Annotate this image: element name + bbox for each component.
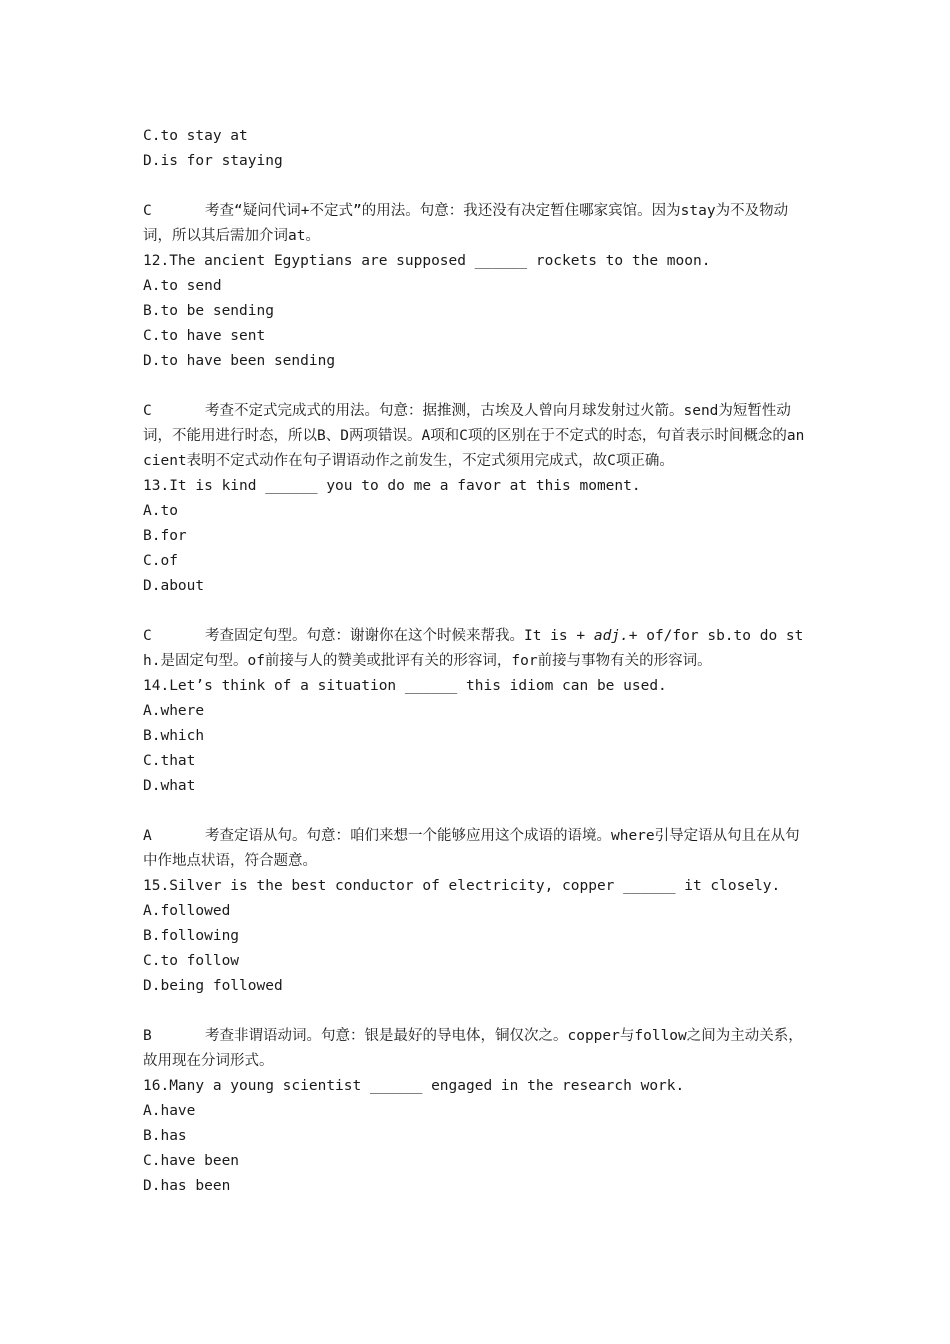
- option: C.to follow: [143, 953, 240, 969]
- option: C.to stay at: [143, 128, 248, 144]
- explanation-text: 考查“疑问代词+不定式”的用法。句意：我还没有决定暂住哪家宾馆。因为stay为不及物动词，所以其后需加介词at。: [143, 203, 789, 244]
- question-text: 15.Silver is the best conductor of electricity, copper ______ it closely.: [143, 878, 781, 894]
- option: D.has been: [143, 1178, 231, 1194]
- answer-letter: C: [143, 628, 152, 644]
- option: D.about: [143, 578, 205, 594]
- explanation-text: 考查定语从句。句意：咱们来想一个能够应用这个成语的语境。where引导定语从句且在从句中作地点状语，符合题意。: [143, 828, 800, 869]
- option: A.have: [143, 1103, 196, 1119]
- option: A.followed: [143, 903, 231, 919]
- option: D.what: [143, 778, 196, 794]
- answer-explanation: [143, 399, 813, 474]
- answer-explanation: [143, 824, 813, 874]
- option: A.to send: [143, 278, 222, 294]
- question-text: 12.The ancient Egyptians are supposed ______ rockets to the moon.: [143, 253, 711, 269]
- explanation-italic: adj.: [593, 628, 629, 644]
- question-text: 14.Let’s think of a situation ______ this idiom can be used.: [143, 678, 667, 694]
- answer-explanation: [143, 199, 813, 249]
- option: B.to be sending: [143, 303, 274, 319]
- option: C.of: [143, 553, 178, 569]
- option: C.have been: [143, 1153, 240, 1169]
- option: C.that: [143, 753, 196, 769]
- option: B.which: [143, 728, 205, 744]
- option: D.being followed: [143, 978, 283, 994]
- option: C.to have sent: [143, 328, 266, 344]
- answer-explanation: [143, 624, 813, 674]
- document-content: [143, 124, 813, 1199]
- question-text: 13.It is kind ______ you to do me a favor at this moment.: [143, 478, 641, 494]
- option: D.to have been sending: [143, 353, 336, 369]
- option: B.following: [143, 928, 240, 944]
- explanation-text: 考查固定句型。句意：谢谢你在这个时候来帮我。It is +: [205, 628, 594, 644]
- explanation-text: 考查不定式完成式的用法。句意：据推测，古埃及人曾向月球发射过火箭。send为短暂性动词，不能用进行时态，所以B、D两项错误。A项和C项的区别在于不定式的时态，句首表示时间概念的ancient表明不定式动作在句子谓语动作之前发生，不定式须用完成式，故C项正确。: [143, 403, 805, 469]
- option: A.to: [143, 503, 178, 519]
- option: A.where: [143, 703, 205, 719]
- answer-letter: C: [143, 403, 152, 419]
- answer-letter: B: [143, 1028, 152, 1044]
- option: D.is for staying: [143, 153, 283, 169]
- explanation-text: 考查非谓语动词。句意：银是最好的导电体，铜仅次之。copper与follow之间为主动关系，故用现在分词形式。: [143, 1028, 803, 1069]
- option: B.for: [143, 528, 187, 544]
- answer-letter: C: [143, 203, 152, 219]
- question-text: 16.Many a young scientist ______ engaged in the research work.: [143, 1078, 685, 1094]
- option: B.has: [143, 1128, 187, 1144]
- explanation-text: + of/for sb.to do sth.是固定句型。of前接与人的赞美或批评有关的形容词，for前接与事物有关的形容词。: [143, 628, 804, 669]
- answer-explanation: [143, 1024, 813, 1074]
- answer-letter: A: [143, 828, 152, 844]
